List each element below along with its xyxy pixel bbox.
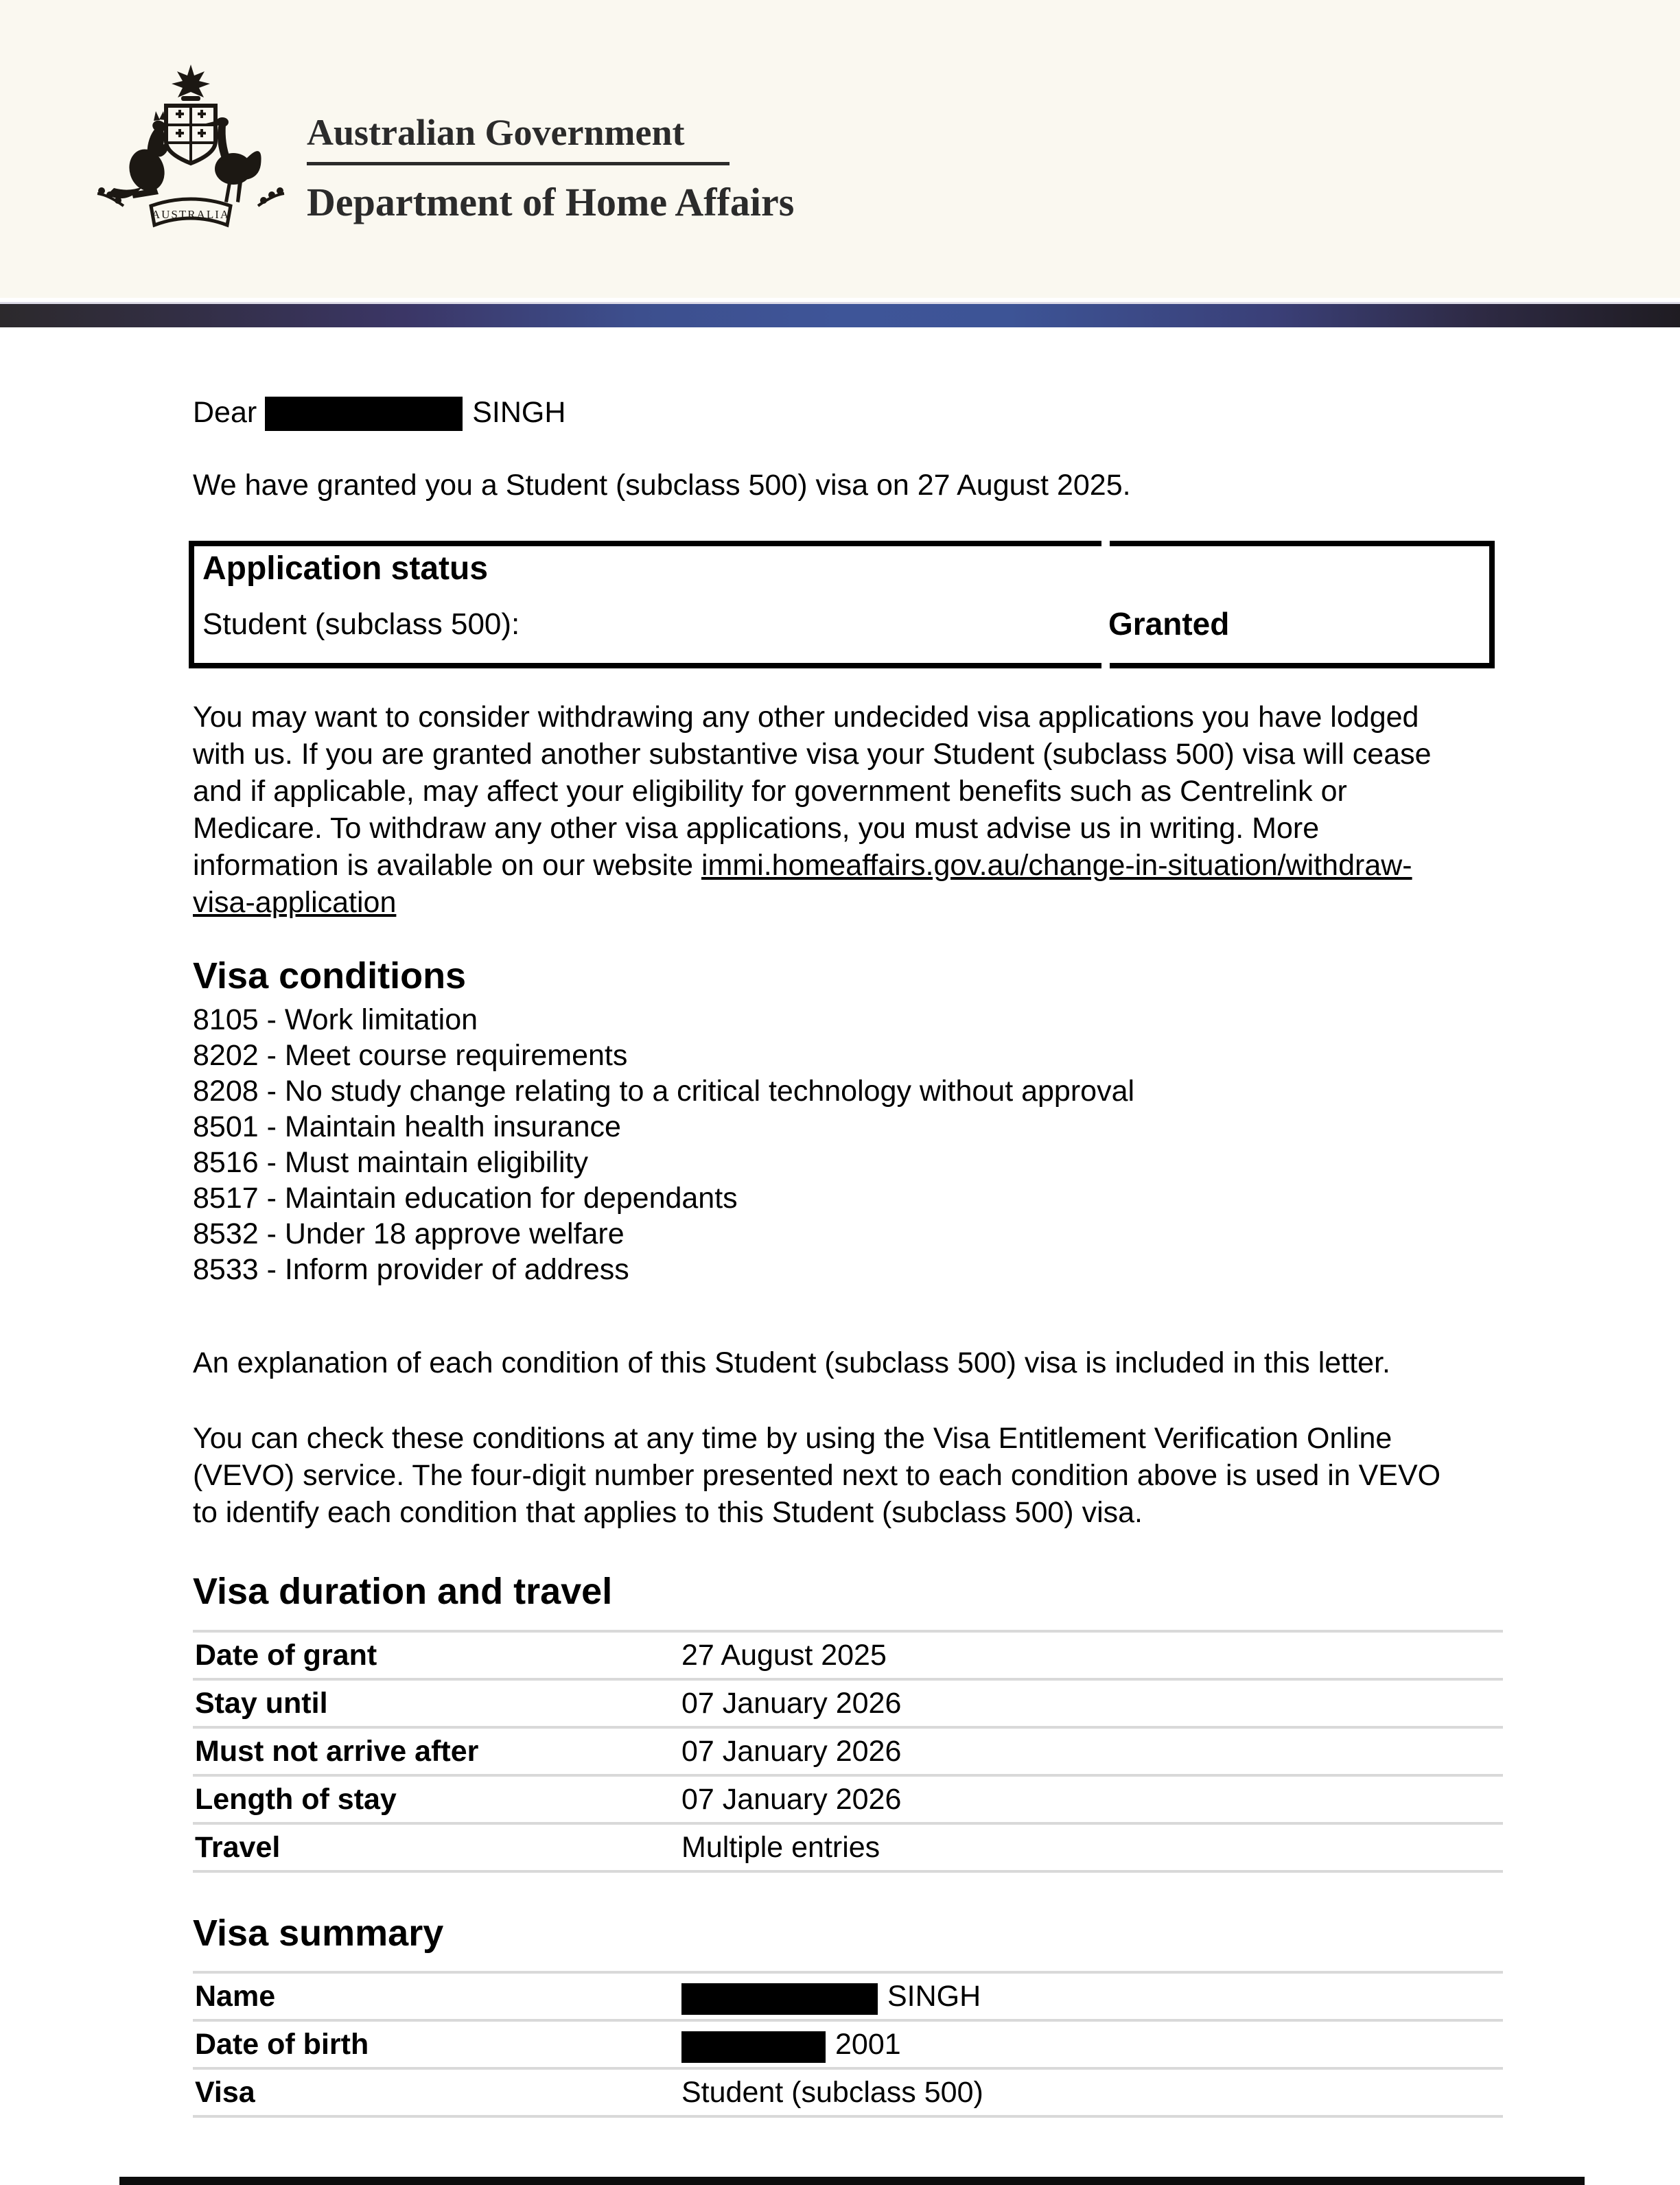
table-row — [193, 1726, 1503, 1774]
condition-item: 8202 - Meet course requirements — [193, 1039, 628, 1072]
salutation-surname: SINGH — [472, 396, 566, 429]
table-row — [193, 2019, 1503, 2067]
coat-of-arms-banner-text: AUSTRALIA — [151, 208, 231, 221]
visa-duration-table — [193, 1630, 1503, 1873]
condition-item: 8208 - No study change relating to a critical technology without approval — [193, 1075, 1135, 1108]
australian-coat-of-arms-icon — [88, 60, 294, 236]
header-rule — [307, 162, 730, 165]
vevo-paragraph: You can check these conditions at any time by using the Visa Entitlement Verification Online (VEVO) service. The four-digit number presented next to each condition above is used in VEVO to identify each condition that applies to this Student (subclass 500) visa. — [193, 1422, 1441, 1529]
row-label: Length of stay — [195, 1783, 397, 1816]
withdraw-paragraph — [193, 699, 1438, 921]
row-label: Stay until — [195, 1687, 328, 1720]
row-label: Visa — [195, 2076, 255, 2109]
status-box-column-notch-bottom — [1101, 663, 1110, 668]
withdraw-link[interactable]: immi.homeaffairs.gov.au/change-in-situation/withdraw-visa-application — [193, 849, 1412, 919]
row-value: 07 January 2026 — [681, 1783, 902, 1816]
application-status-value: Granted — [1108, 606, 1230, 642]
condition-item: 8532 - Under 18 approve welfare — [193, 1217, 625, 1250]
condition-item: 8516 - Must maintain eligibility — [193, 1146, 588, 1179]
footer-bar — [119, 2177, 1585, 2185]
redacted-given-name — [265, 397, 463, 431]
header-divider-bar — [0, 302, 1680, 327]
row-label: Date of birth — [195, 2028, 369, 2061]
grant-intro-line: We have granted you a Student (subclass 500) visa on 27 August 2025. — [193, 469, 1131, 502]
condition-item: 8533 - Inform provider of address — [193, 1253, 629, 1286]
table-row — [193, 1822, 1503, 1870]
withdraw-text: You may want to consider withdrawing any other undecided visa applications you have lodged with us. If you are granted another substantive visa your Student (subclass 500) visa will cease and if applicable, may affect your eligibility for government benefits such as Centrelink or Medicare. To withdraw any other visa applications, you must advise us in writing. More information is available on our website — [193, 701, 1432, 882]
table-row — [193, 1971, 1503, 2019]
name-surname: SINGH — [887, 1980, 981, 2013]
application-status-box — [189, 541, 1495, 668]
row-value: 27 August 2025 — [681, 1639, 887, 1672]
table-row — [193, 1630, 1503, 1678]
row-label: Name — [195, 1980, 276, 2013]
visa-conditions-list — [193, 1002, 1134, 1287]
row-value: 07 January 2026 — [681, 1735, 902, 1768]
row-value — [681, 1980, 1503, 2019]
birth-year: 2001 — [835, 2028, 901, 2061]
government-title: Australian Government — [307, 112, 685, 153]
table-row — [193, 1678, 1503, 1726]
visa-summary-table — [193, 1971, 1503, 2118]
visa-summary-heading: Visa summary — [193, 1913, 444, 1954]
redacted-given-name — [681, 1983, 878, 2015]
condition-item: 8501 - Maintain health insurance — [193, 1110, 621, 1143]
visa-duration-heading: Visa duration and travel — [193, 1571, 613, 1612]
row-value: Multiple entries — [681, 1831, 880, 1864]
condition-item: 8105 - Work limitation — [193, 1003, 478, 1036]
row-label: Travel — [195, 1831, 281, 1864]
header-band — [0, 0, 1680, 298]
status-box-column-notch-top — [1101, 541, 1110, 546]
row-label: Date of grant — [195, 1639, 377, 1672]
table-row — [193, 2067, 1503, 2115]
row-label: Must not arrive after — [195, 1735, 479, 1768]
redacted-birth-date — [681, 2031, 826, 2063]
row-value: Student (subclass 500) — [681, 2076, 983, 2109]
salutation-prefix: Dear — [193, 396, 257, 429]
visa-conditions-heading: Visa conditions — [193, 955, 467, 996]
application-status-label: Student (subclass 500): — [202, 607, 520, 641]
conditions-explanation-line: An explanation of each condition of this Student (subclass 500) visa is included in this letter. — [193, 1346, 1390, 1379]
salutation-line — [193, 395, 565, 431]
row-value — [681, 2028, 1503, 2067]
row-value: 07 January 2026 — [681, 1687, 902, 1720]
condition-item: 8517 - Maintain education for dependants — [193, 1182, 738, 1215]
department-title: Department of Home Affairs — [307, 180, 795, 224]
table-row — [193, 1774, 1503, 1822]
application-status-title: Application status — [202, 550, 489, 587]
